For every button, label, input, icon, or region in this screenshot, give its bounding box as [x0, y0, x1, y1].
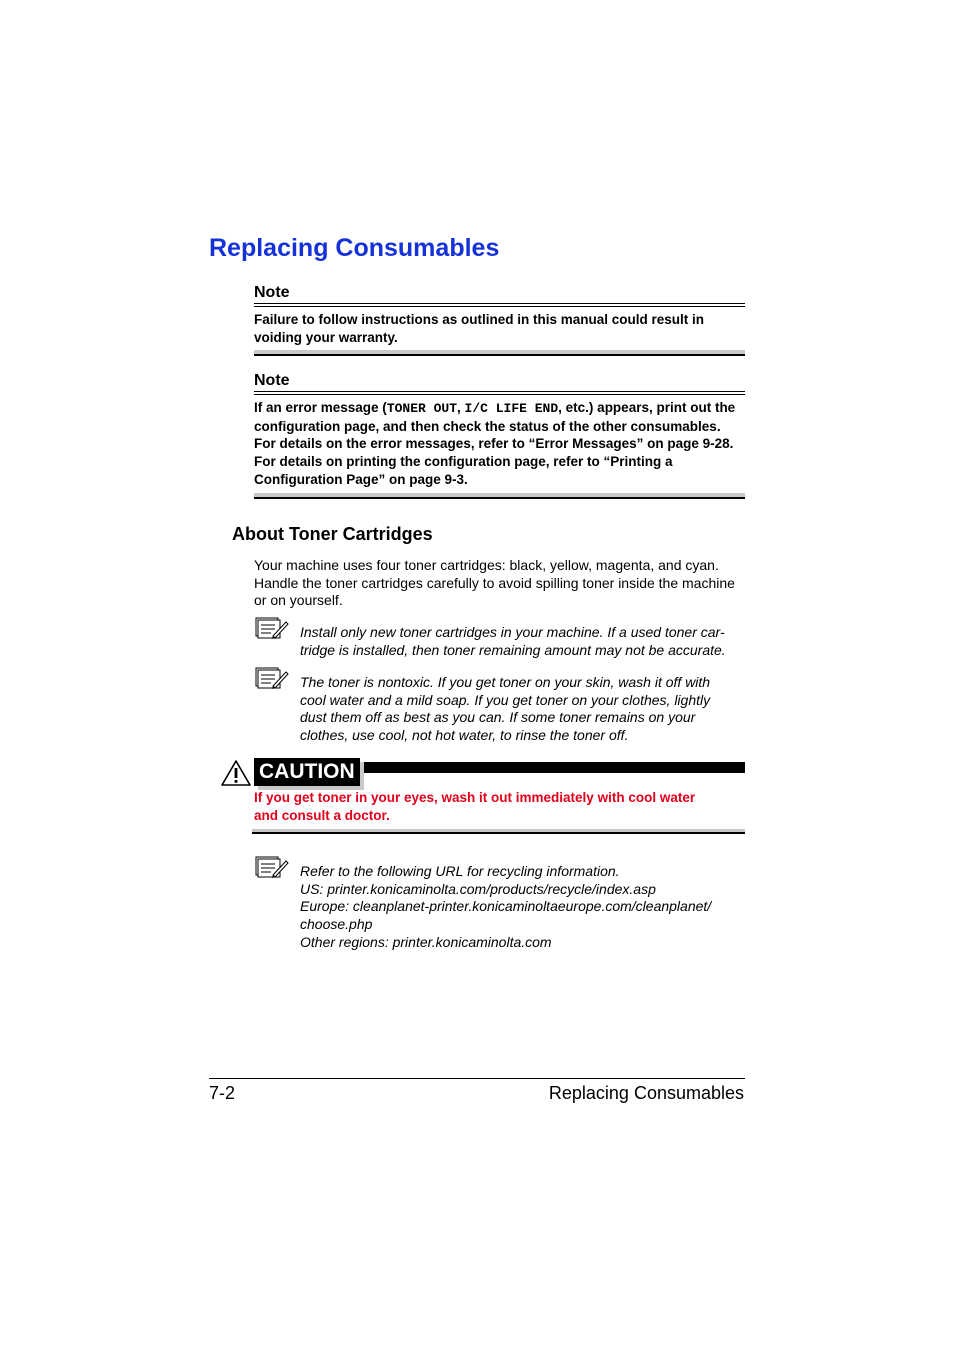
memo-text	[300, 624, 745, 659]
note-text	[254, 395, 745, 493]
memo-line: Install only new toner cartridges in your machine. If a used toner car-	[300, 624, 725, 640]
note-text-part: ,	[457, 400, 465, 415]
recycle-url-europe-cont: choose.php	[300, 916, 373, 933]
caution-bottom-rule	[252, 829, 745, 834]
memo-line: Refer to the following URL for recycling information.	[300, 863, 620, 879]
note-box-error-message	[254, 372, 745, 499]
caution-line: If you get toner in your eyes, wash it out immediately with cool water	[254, 790, 696, 805]
caution-line: and consult a doctor.	[254, 807, 390, 823]
note-heading: Note	[254, 372, 745, 392]
error-code-toner-out: TONER OUT	[386, 401, 458, 416]
note-box-warranty	[254, 284, 745, 356]
memo-text-recycling	[300, 863, 745, 952]
note-bottom-rule	[254, 493, 745, 499]
error-code-ic-life-end: I/C LIFE END	[464, 401, 559, 416]
recycle-url-us: US: printer.konicaminolta.com/products/recycle/index.asp	[300, 880, 656, 897]
caution-label: CAUTION	[254, 758, 360, 786]
note-bottom-rule	[254, 350, 745, 356]
memo-pencil-icon	[255, 617, 289, 639]
note-text: Failure to follow instructions as outlined in this manual could result in voiding your warranty.	[254, 312, 705, 345]
note-text-part: If an error message (	[254, 400, 387, 415]
caution-text	[254, 789, 745, 824]
recycle-url-europe: Europe: cleanplanet-printer.konicaminoltaeurope.com/cleanplanet/	[300, 898, 712, 915]
memo-line: The toner is nontoxic. If you get toner on your skin, wash it off with	[300, 674, 711, 690]
memo-pencil-icon	[255, 856, 289, 878]
memo-line: dust them off as best as you can. If some toner remains on your	[300, 709, 696, 726]
note-text-part: , etc.) appears, print out the configuration page, and then check the status of the other consumables. For details on the error messages, refer to “Error Messages” on page 9-28. For details on printing the configuration page, refer to “Printing a Configuration Page” on page 9-3.	[254, 400, 736, 487]
footer-rule	[209, 1078, 745, 1079]
page-number: 7-2	[209, 1083, 236, 1103]
memo-pencil-icon	[255, 667, 289, 689]
section-heading: About Toner Cartridges	[232, 524, 433, 544]
section-paragraph: Your machine uses four toner cartridges: black, yellow, magenta, and cyan. Handle the toner cartridges carefully to avoid spilling toner inside the machine or on yourself.	[254, 557, 735, 609]
page-title: Replacing Consumables	[209, 234, 500, 262]
recycle-url-other: Other regions: printer.konicaminolta.com	[300, 933, 552, 950]
memo-text	[300, 674, 745, 745]
footer-chapter-title: Replacing Consumables	[548, 1083, 744, 1103]
memo-line: tridge is installed, then toner remaining amount may not be accurate.	[300, 641, 726, 658]
warning-triangle-icon	[220, 759, 252, 787]
memo-line: cool water and a mild soap. If you get toner on your clothes, lightly	[300, 691, 711, 708]
note-heading: Note	[254, 284, 745, 304]
memo-line: clothes, use cool, not hot water, to rinse the toner off.	[300, 727, 629, 744]
